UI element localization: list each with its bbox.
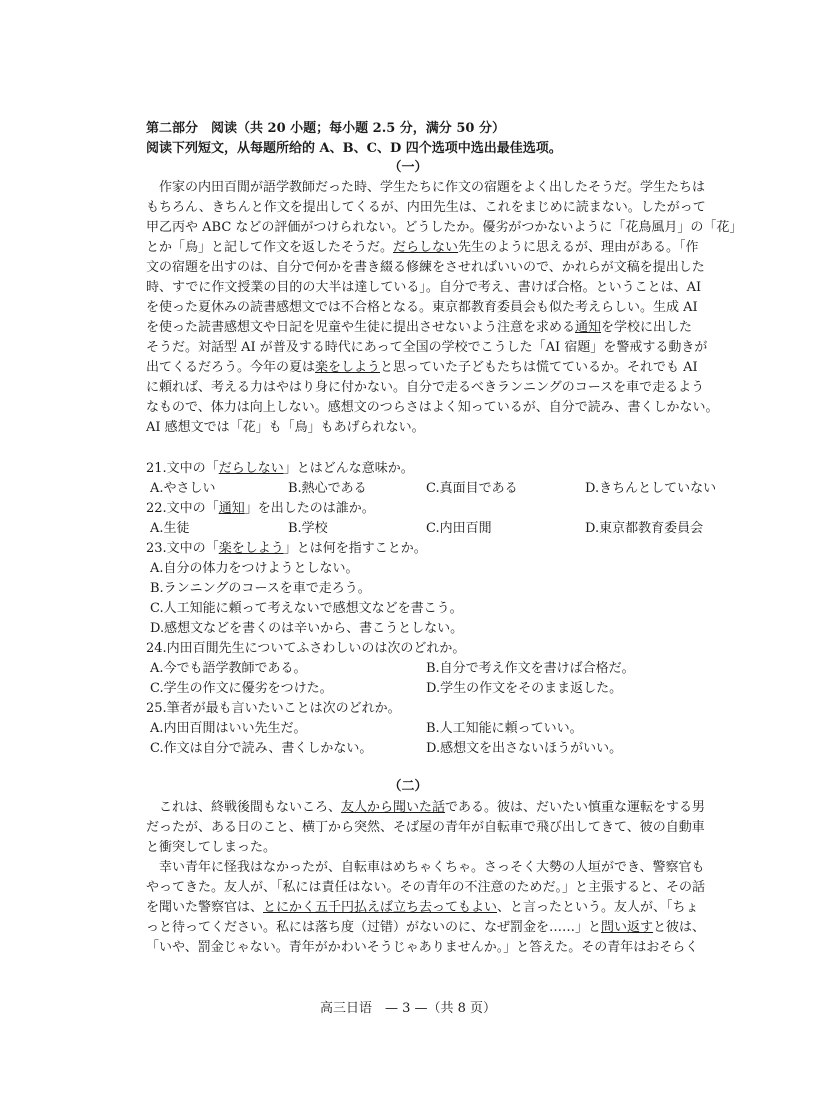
passage2-line	[146, 919, 705, 937]
underlined-phrase: だらしない	[393, 240, 459, 255]
option-24-c: C.学生の作文に優劣をつけた。	[150, 681, 333, 696]
option-22-d: D.東京都教育委員会	[585, 521, 704, 536]
option-25-b: B.人工知能に頼っていい。	[426, 721, 583, 736]
passage1-line: 作家の内田百閒が語学教師だった時、学生たちに作文の宿題をよく出したそうだ。学生たちは	[146, 180, 706, 195]
section-heading: 第二部分 阅读（共 20 小题；每小题 2.5 分，满分 50 分）	[146, 121, 505, 136]
option-21-b: B.熱心である	[288, 481, 367, 496]
option-23-a: A.自分の体力をつけようとしない。	[150, 561, 359, 576]
passage2-text: っと待ってください。私には落ち度（过错）がないのに、なぜ罰金を……」と	[146, 920, 602, 935]
passage1-label: （一）	[388, 160, 428, 175]
passage1-line	[146, 239, 699, 257]
question-24: 24.内田百閒先生についてふさわしいのは次のどれか。	[146, 641, 466, 656]
passage2-line: 幸い青年に怪我はなかったが、自転車はめちゃくちゃ。さっそく大勢の人垣ができ、警察官も	[146, 860, 705, 875]
option-25-c: C.作文は自分で読み、書くしかない。	[150, 741, 373, 756]
question-text: 23.文中の「	[146, 541, 219, 556]
passage1-line: AI 感想文では「花」も「鳥」もあげられない。	[146, 420, 425, 435]
passage1-line: そうだ。対話型 AI が普及する時代にあって全国の学校でこうした「AI 宿題」を警戒する動きが	[146, 340, 708, 355]
passage2-line	[146, 799, 705, 817]
option-21-a: A.やさしい	[150, 481, 216, 496]
passage2-line: やってきた。友人が、「私には責任はない。その青年の不注意のためだ。」と主張すると、その話	[146, 880, 706, 895]
underlined-phrase: とにかく五千円払えば立ち去ってもよい	[263, 900, 498, 915]
passage1-text: 出てくるだろう。今年の夏は	[146, 360, 316, 375]
option-24-d: D.学生の作文をそのまま返した。	[426, 681, 623, 696]
passage1-line	[146, 319, 692, 337]
option-22-b: B.学校	[288, 521, 328, 536]
question-22	[146, 500, 375, 518]
passage2-line	[146, 899, 699, 917]
question-text: 」を出したのは誰か。	[244, 501, 375, 516]
underlined-phrase: 楽をしよう	[218, 541, 284, 556]
underlined-phrase: 通知	[218, 501, 245, 516]
passage1-line: もちろん、きちんと作文を提出してくるが、内田先生は、これをまじめに読まない。したがって	[146, 200, 706, 215]
section-instruction: 阅读下列短文，从每题所给的 A、B、C、D 四个选项中选出最佳选项。	[146, 141, 562, 156]
passage2-line: 「いや、罰金じゃない。青年がかわいそうじゃありませんか。」と答えた。その青年はおそらく	[146, 940, 699, 955]
passage2-label: （二）	[388, 779, 428, 794]
underlined-phrase: 友人から聞いた話	[341, 800, 446, 815]
passage1-text: を学校に出した	[601, 320, 693, 335]
option-22-a: A.生徒	[150, 521, 190, 536]
question-25: 25.筆者が最も言いたいことは次のどれか。	[146, 701, 401, 716]
passage1-text: とか「鳥」と記して作文を返したそうだ。	[146, 240, 394, 255]
option-24-a: A.今でも語学教師である。	[150, 661, 307, 676]
passage1-line: なもので、体力は向上しない。感想文のつらさはよく知っているが、自分で読み、書くしかない。	[146, 400, 719, 415]
passage1-text: を使った読書感想文や日記を児童や生徒に提出させないよう注意を求める	[146, 320, 576, 335]
passage1-line: に頼れば、考える力はやはり身に付かない。自分で走るべきランニングのコースを車で走るよう	[146, 380, 705, 395]
question-text: 」とは何を指すことか。	[283, 541, 427, 556]
option-23-b: B.ランニングのコースを車で走ろう。	[150, 581, 371, 596]
option-21-d: D.きちんとしていない	[585, 481, 717, 496]
question-text: 21.文中の「	[146, 461, 219, 476]
passage1-line: 時、すでに作文授業の目的の大半は達している」。自分で考え、書けば合格。ということは、AI	[146, 280, 702, 295]
underlined-phrase: 楽をしよう	[315, 360, 381, 375]
option-22-c: C.内田百閒	[426, 521, 492, 536]
passage2-text: と彼は、	[653, 920, 706, 935]
question-text: 」とはどんな意味か。	[283, 461, 414, 476]
underlined-phrase: 問い返す	[601, 920, 654, 935]
underlined-phrase: 通知	[575, 320, 602, 335]
passage1-line	[146, 359, 698, 377]
passage1-text: と思っていた子どもたちは慌てているか。それでも AI	[380, 360, 698, 375]
passage2-text: これは、終戦後間もないころ、	[146, 800, 342, 815]
underlined-phrase: だらしない	[218, 461, 284, 476]
passage1-line: 文の宿題を出すのは、自分で何かを書き綴る修練をさせればいいので、かれらが文稿を提出した	[146, 260, 705, 275]
page-footer: 高三日语 — 3 —（共 8 页）	[319, 1001, 497, 1016]
passage1-text: 先生のように思えるが、理由がある。「作	[458, 240, 699, 255]
option-25-d: D.感想文を出さないほうがいい。	[426, 741, 623, 756]
question-21	[146, 460, 414, 478]
option-25-a: A.内田百閒はいい先生だ。	[150, 721, 307, 736]
passage1-line: 甲乙丙や ABC などの評価がつけられない。どうしたか。優劣がつかないように「花鳥風月」の「花」	[146, 220, 743, 235]
passage2-line: と衝突してしまった。	[146, 840, 277, 855]
option-24-b: B.自分で考え作文を書けば合格だ。	[426, 661, 635, 676]
option-23-d: D.感想文などを書くのは辛いから、書こうとしない。	[150, 621, 464, 636]
option-23-c: C.人工知能に頼って考えないで感想文などを書こう。	[150, 601, 463, 616]
question-text: 22.文中の「	[146, 501, 219, 516]
passage1-line: を使った夏休みの読書感想文では不合格となる。東京都教育委員会も似た考えらしい。生成 AI	[146, 300, 698, 315]
passage2-text: を聞いた警察官は、	[146, 900, 264, 915]
passage2-text: 、と言ったという。友人が、「ちょ	[497, 900, 699, 915]
passage2-line: だったが、ある日のこと、横丁から突然、そば屋の青年が自転車で飛び出してきて、彼の自動車	[146, 820, 705, 835]
passage2-text: である。彼は、だいたい慎重な運転をする男	[445, 800, 706, 815]
option-21-c: C.真面目である	[426, 481, 518, 496]
question-23	[146, 540, 427, 558]
